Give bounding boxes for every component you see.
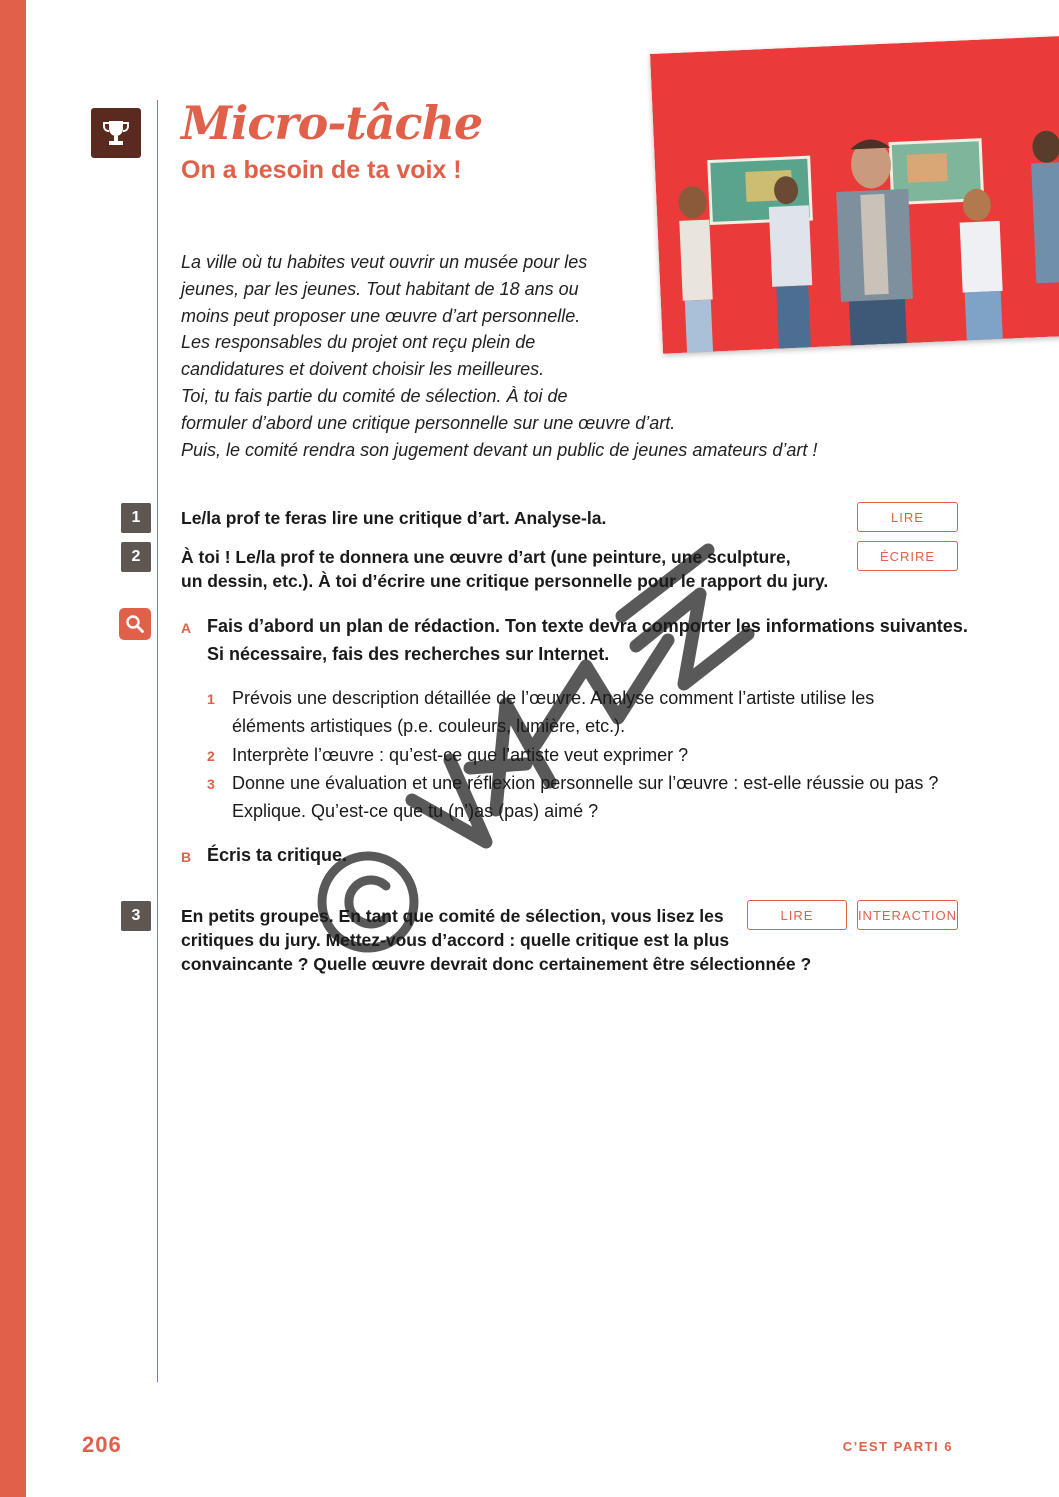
book-title: C’EST PARTI 6 bbox=[842, 1439, 953, 1454]
search-icon bbox=[125, 614, 145, 634]
page-edge-band bbox=[0, 0, 26, 1497]
intro-line: candidatures et doivent choisir les meilleures. bbox=[181, 359, 545, 380]
item-number: 2 bbox=[207, 748, 215, 764]
item-line: Prévois une description détaillée de l’œuvre. Analyse comment l’artiste utilise les bbox=[232, 688, 875, 708]
subtask-line: Fais d’abord un plan de rédaction. Ton texte devra comporter les informations suivantes. bbox=[207, 616, 968, 636]
item-3-text bbox=[232, 769, 938, 825]
task-number-badge: 1 bbox=[121, 503, 151, 533]
subtask-b-text: Écris ta critique. bbox=[207, 845, 348, 865]
item-line: Donne une évaluation et une réflexion personnelle sur l’œuvre : est-elle réussie ou pas ? bbox=[232, 773, 939, 793]
task-line: Le/la prof te feras lire une critique d’art. Analyse-la. bbox=[181, 508, 607, 528]
item-1-text bbox=[232, 684, 874, 740]
trophy-badge bbox=[91, 108, 141, 158]
intro-line: Les responsables du projet ont reçu plein de bbox=[181, 332, 536, 353]
intro-line: La ville où tu habites veut ouvrir un musée pour les bbox=[181, 252, 588, 272]
page-title: Micro-tâche bbox=[181, 96, 483, 150]
skill-tag-lire: LIRE bbox=[857, 502, 958, 532]
task-number-badge: 3 bbox=[121, 901, 151, 931]
intro-line: formuler d’abord une critique personnelle sur une œuvre d’art. bbox=[181, 412, 676, 433]
task-line: critiques du jury. Mettez-vous d’accord : quelle critique est la plus bbox=[181, 930, 730, 950]
subtask-letter: B bbox=[181, 849, 192, 865]
task-2-text bbox=[181, 545, 828, 593]
task-line: En petits groupes. En tant que comité de sélection, vous lisez les bbox=[181, 906, 724, 926]
skill-tag-lire: LIRE bbox=[747, 900, 847, 930]
item-line: éléments artistiques (p.e. couleurs, lumière, etc.). bbox=[232, 716, 626, 736]
subtask-letter: A bbox=[181, 620, 192, 636]
page-number: 206 bbox=[82, 1432, 122, 1457]
trophy-icon bbox=[100, 117, 132, 149]
page-subtitle: On a besoin de ta voix ! bbox=[181, 156, 462, 184]
skill-tag-ecrire: ÉCRIRE bbox=[857, 541, 958, 571]
margin-rule bbox=[157, 100, 158, 1382]
intro-line: Puis, le comité rendra son jugement devant un public de jeunes amateurs d’art ! bbox=[181, 439, 818, 460]
item-line: Interprète l’œuvre : qu’est-ce que l’artiste veut exprimer ? bbox=[232, 745, 689, 765]
task-line: À toi ! Le/la prof te donnera une œuvre d’art (une peinture, une sculpture, bbox=[181, 547, 791, 567]
item-2-text bbox=[232, 741, 688, 769]
task-3-text bbox=[181, 904, 811, 976]
subtask-line: Si nécessaire, fais des recherches sur Internet. bbox=[207, 644, 610, 664]
task-line: un dessin, etc.). À toi d’écrire une critique personnelle pour le rapport du jury. bbox=[181, 571, 829, 591]
subtask-a-text bbox=[207, 612, 968, 668]
research-badge bbox=[119, 608, 151, 640]
intro-line: Toi, tu fais partie du comité de sélection. À toi de bbox=[181, 385, 568, 406]
task-1-text bbox=[181, 506, 606, 530]
intro-paragraph bbox=[181, 249, 881, 463]
task-number-badge: 2 bbox=[121, 542, 151, 572]
item-number: 3 bbox=[207, 776, 215, 792]
task-line: convaincante ? Quelle œuvre devrait donc certainement être sélectionnée ? bbox=[181, 954, 812, 974]
item-number: 1 bbox=[207, 691, 215, 707]
intro-line: jeunes, par les jeunes. Tout habitant de 18 ans ou bbox=[181, 278, 579, 299]
skill-tag-interaction: INTERACTION bbox=[857, 900, 958, 930]
item-line: Explique. Qu’est-ce que tu (n’)as (pas) aimé ? bbox=[232, 801, 599, 821]
intro-line: moins peut proposer une œuvre d’art personnelle. bbox=[181, 305, 581, 326]
